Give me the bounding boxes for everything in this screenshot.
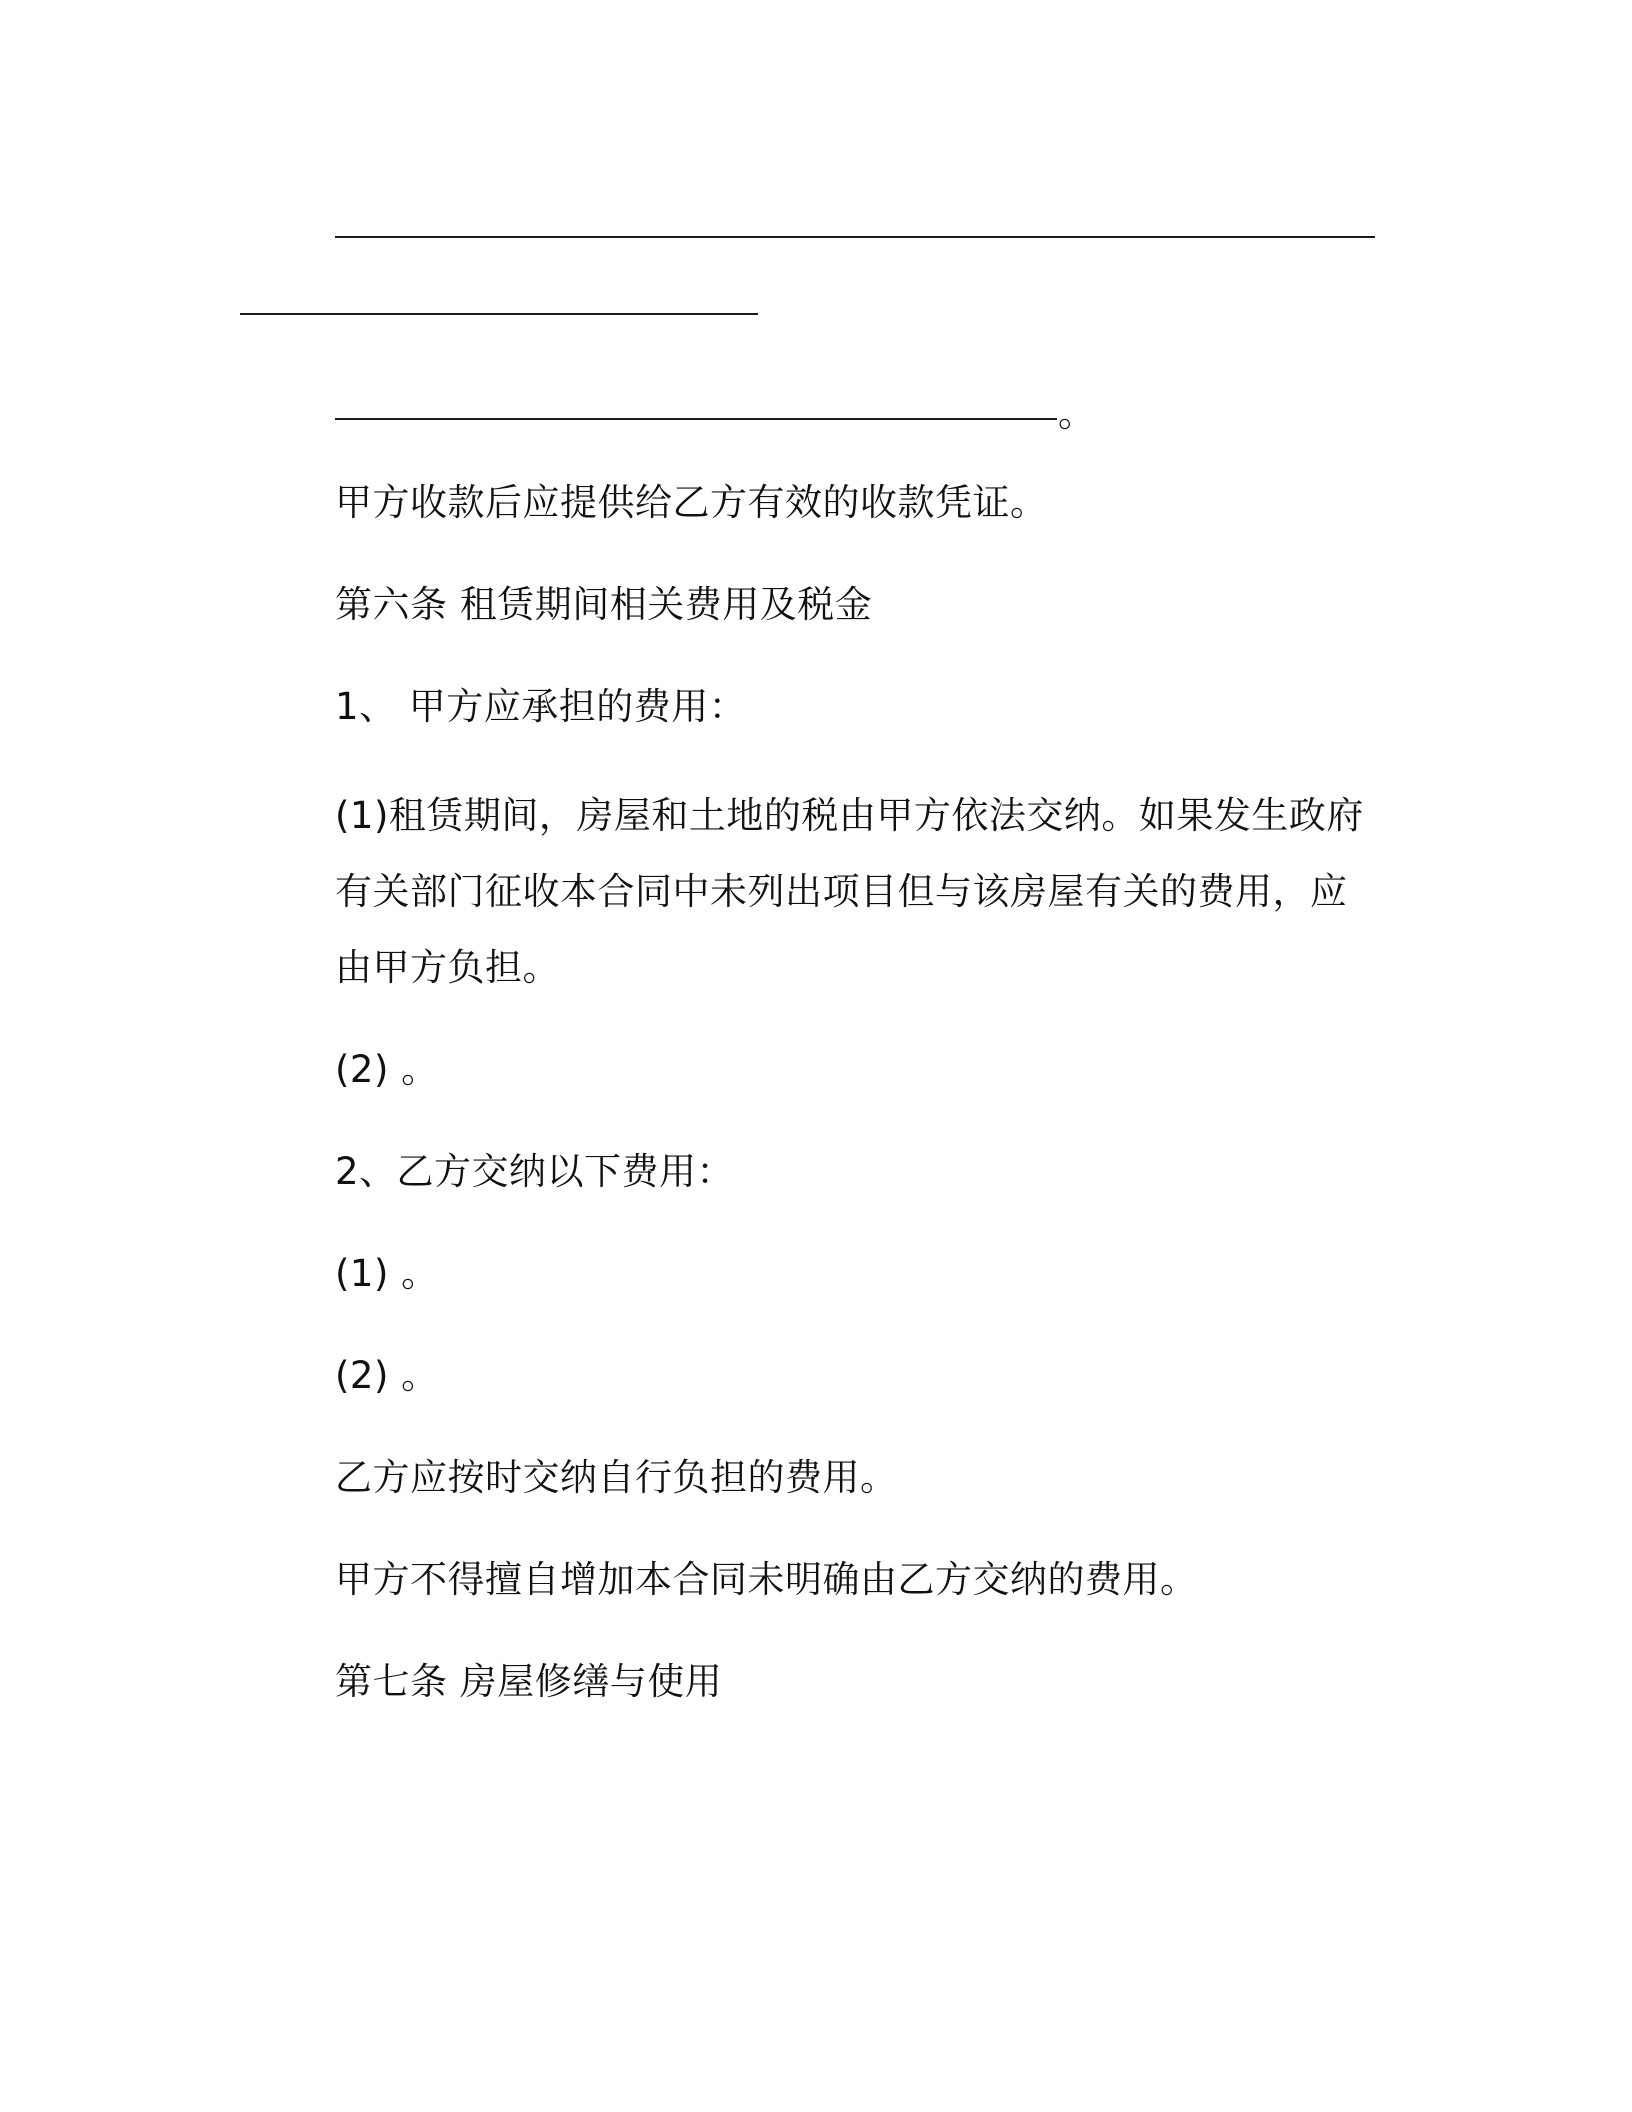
blank-line-1 bbox=[335, 236, 1375, 238]
item-1-sub-2: (2) 。 bbox=[335, 1048, 439, 1091]
item-1-sub-1-text: (1)租赁期间，房屋和土地的税由甲方依法交纳。如果发生政府有关部门征收本合同中未列出项目但与该房屋有关的费用，应由甲方负担。 bbox=[335, 794, 1364, 989]
blank-line-end-mark: 。 bbox=[1058, 392, 1095, 435]
item-2-sub-2: (2) 。 bbox=[335, 1354, 439, 1397]
para-no-increase: 甲方不得擅自增加本合同未明确由乙方交纳的费用。 bbox=[335, 1558, 1198, 1601]
para-tenant-pay: 乙方应按时交纳自行负担的费用。 bbox=[335, 1456, 898, 1499]
article-7-title: 第七条 房屋修缮与使用 bbox=[335, 1660, 723, 1703]
item-2-heading: 2、乙方交纳以下费用： bbox=[335, 1150, 735, 1193]
article-6-title: 第六条 租赁期间相关费用及税金 bbox=[335, 583, 873, 626]
item-1-sub-1 bbox=[240, 778, 1370, 1006]
para-receipt: 甲方收款后应提供给乙方有效的收款凭证。 bbox=[335, 481, 1048, 524]
blank-line-3 bbox=[335, 418, 1057, 420]
item-1-heading: 1、 甲方应承担的费用： bbox=[335, 685, 747, 728]
blank-line-2 bbox=[240, 313, 758, 315]
item-2-sub-1: (1) 。 bbox=[335, 1252, 439, 1295]
